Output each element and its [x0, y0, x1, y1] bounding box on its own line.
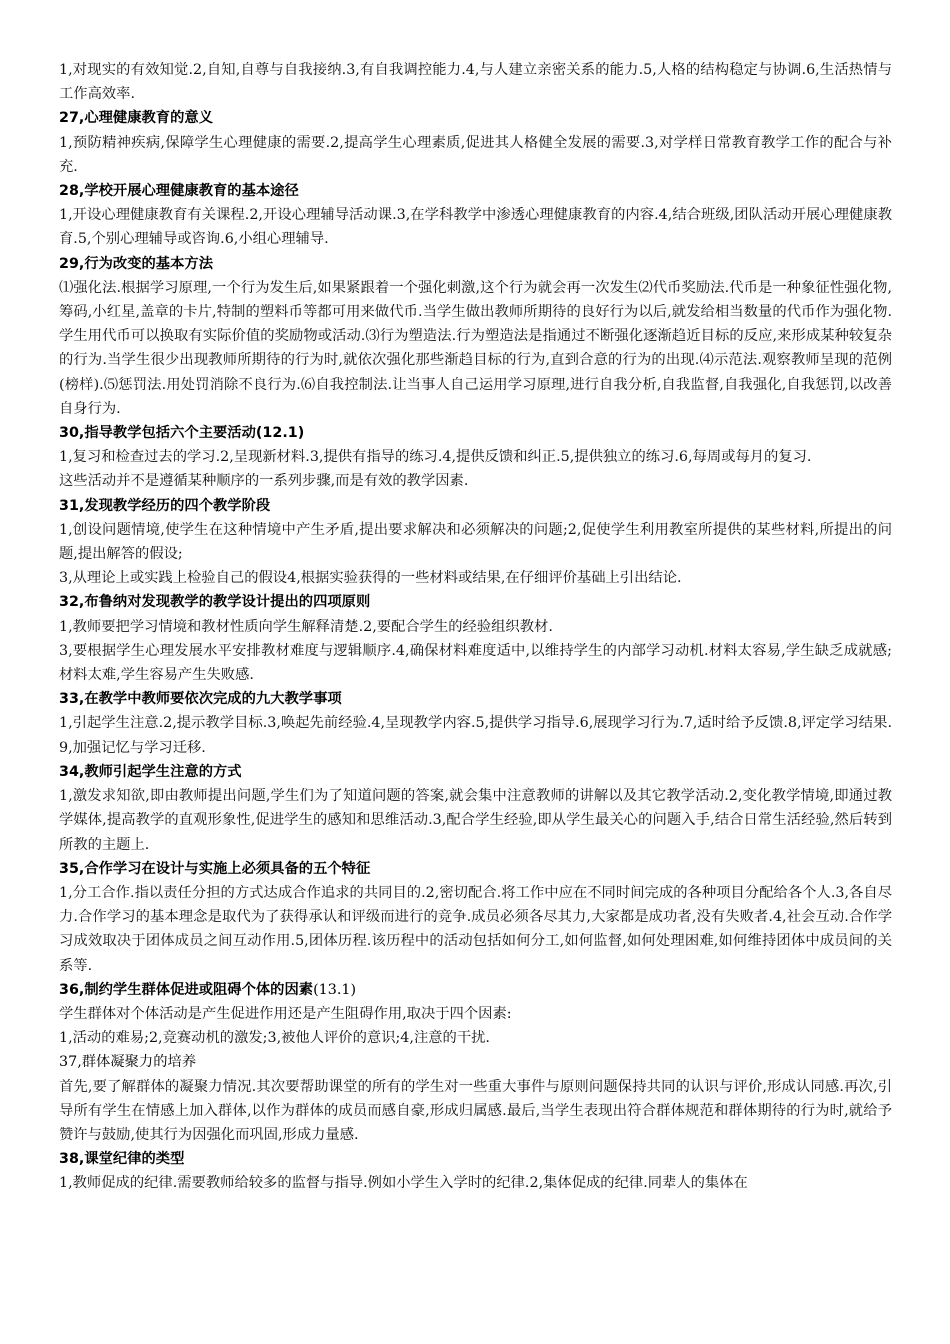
- document-page: [59, 58, 892, 1196]
- section-heading: 38,课堂纪律的类型: [59, 1151, 185, 1168]
- section-heading: 27,心理健康教育的意义: [59, 110, 213, 127]
- paragraph: 3,从理论上或实践上检验自己的假设4,根据实验获得的一些材料或结果,在仔细评价基础上引出结论.: [59, 570, 682, 587]
- paragraph: ⑴强化法.根据学习原理,一个行为发生后,如果紧跟着一个强化刺激,这个行为就会再一次发生⑵代币奖励法.代币是一种象征性强化物,筹码,小红星,盖章的卡片,特制的塑料币等都可用来做代币.当学生做出教师所期待的良好行为以后,就发给相当数量的代币作为强化物.学生用代币可以换取有实际价值的奖励物或活动.⑶行为塑造法.行为塑造法是指通过不断强化逐渐趋近目标的反应,来形成某种较复杂的行为.当学生很少出现教师所期待的行为时,就依次强化那些渐趋目标的行为,直到合意的行为的出现.⑷示范法.观察教师呈现的范例(榜样).⑸惩罚法.用处罚消除不良行为.⑹自我控制法.让当事人自己运用学习原理,进行自我分析,自我监督,自我强化,自我惩罚,以改善自身行为.: [59, 279, 892, 417]
- paragraph: 首先,要了解群体的凝聚力情况.其次要帮助课堂的所有的学生对一些重大事件与原则问题保持共同的认识与评价,形成认同感.再次,引导所有学生在情感上加入群体,以作为群体的成员而感自豪,形成归属感.最后,当学生表现出符合群体规范和群体期待的行为时,就给予赞许与鼓励,使其行为因强化而巩固,形成力量感.: [59, 1078, 892, 1143]
- paragraph: 1,预防精神疾病,保障学生心理健康的需要.2,提高学生心理素质,促进其人格健全发展的需要.3,对学样日常教育教学工作的配合与补充.: [59, 134, 892, 175]
- paragraph: 1,复习和检查过去的学习.2,呈现新材料.3,提供有指导的练习.4,提供反馈和纠正.5,提供独立的练习.6,每周或每月的复习.: [59, 449, 812, 466]
- section-heading: 37,群体凝聚力的培养: [59, 1054, 197, 1071]
- paragraph: 学生群体对个体活动是产生促进作用还是产生阻碍作用,取决于四个因素:: [59, 1005, 512, 1022]
- section-heading: 35,合作学习在设计与实施上必须具备的五个特征: [59, 860, 371, 877]
- paragraph: 1,创设问题情境,使学生在这种情境中产生矛盾,提出要求解决和必须解决的问题;2,促使学生利用教室所提供的某些材料,所提出的问题,提出解答的假设;: [59, 521, 892, 563]
- section-heading: [59, 978, 892, 1002]
- paragraph: 1,开设心理健康教育有关课程.2,开设心理辅导活动课.3,在学科教学中渗透心理健康教育的内容.4,结合班级,团队活动开展心理健康教育.5,个别心理辅导或咨询.6,小组心理辅导.: [59, 207, 892, 248]
- section-heading: 33,在教学中教师要依次完成的九大教学事项: [59, 691, 342, 708]
- section-heading: 29,行为改变的基本方法: [59, 255, 213, 272]
- section-heading: 34,教师引起学生注意的方式: [59, 763, 242, 780]
- paragraph: 1,对现实的有效知觉.2,自知,自尊与自我接纳.3,有自我调控能力.4,与人建立亲密关系的能力.5,人格的结构稳定与协调.6,生活热情与工作高效率.: [59, 62, 892, 103]
- paragraph: 这些活动并不是遵循某种顺序的一系列步骤,而是有效的教学因素.: [59, 473, 469, 490]
- paragraph: 1,激发求知欲,即由教师提出问题,学生们为了知道问题的答案,就会集中注意教师的讲解以及其它教学活动.2,变化教学情境,即通过教学媒体,提高教学的直观形象性,促进学生的感知和思维活动.3,配合学生经验,即从学生最关心的问题入手,结合日常生活经验,然后转到所教的主题上.: [59, 788, 892, 853]
- paragraph: 1,教师要把学习情境和教材性质向学生解释清楚.2,要配合学生的经验组织教材.: [59, 618, 553, 635]
- section-heading: 32,布鲁纳对发现教学的教学设计提出的四项原则: [59, 594, 371, 611]
- heading-text: 36,制约学生群体促进或阻碍个体的因素: [59, 981, 314, 998]
- heading-suffix: (13.1): [313, 981, 357, 998]
- paragraph: 1,引起学生注意.2,提示教学目标.3,唤起先前经验.4,呈现教学内容.5,提供学习指导.6,展现学习行为.7,适时给予反馈.8,评定学习结果.9,加强记忆与学习迁移.: [59, 715, 892, 756]
- paragraph: 1,分工合作.指以责任分担的方式达成合作追求的共同目的.2,密切配合.将工作中应在不同时间完成的各种项目分配给各个人.3,各自尽力.合作学习的基本理念是取代为了获得承认和评级而进行的竞争.成员必须各尽其力,大家都是成功者,没有失败者.4,社会互动.合作学习成效取决于团体成员之间互动作用.5,团体历程.该历程中的活动包括如何分工,如何监督,如何处理困难,如何维持团体中成员间的关系等.: [59, 884, 892, 974]
- paragraph: 1,活动的难易;2,竞赛动机的激发;3,被他人评价的意识;4,注意的干扰.: [59, 1030, 490, 1047]
- paragraph: 1,教师促成的纪律.需要教师给较多的监督与指导.例如小学生入学时的纪律.2,集体促成的纪律.同辈人的集体在: [59, 1175, 748, 1192]
- section-heading: 28,学校开展心理健康教育的基本途径: [59, 183, 299, 200]
- section-heading: 31,发现教学经历的四个教学阶段: [59, 497, 271, 514]
- paragraph: 3,要根据学生心理发展水平安排教材难度与逻辑顺序.4,确保材料难度适中,以维持学生的内部学习动机.材料太容易,学生缺乏成就感;材料太难,学生容易产生失败感.: [59, 642, 892, 684]
- section-heading: 30,指导教学包括六个主要活动(12.1): [59, 425, 305, 442]
